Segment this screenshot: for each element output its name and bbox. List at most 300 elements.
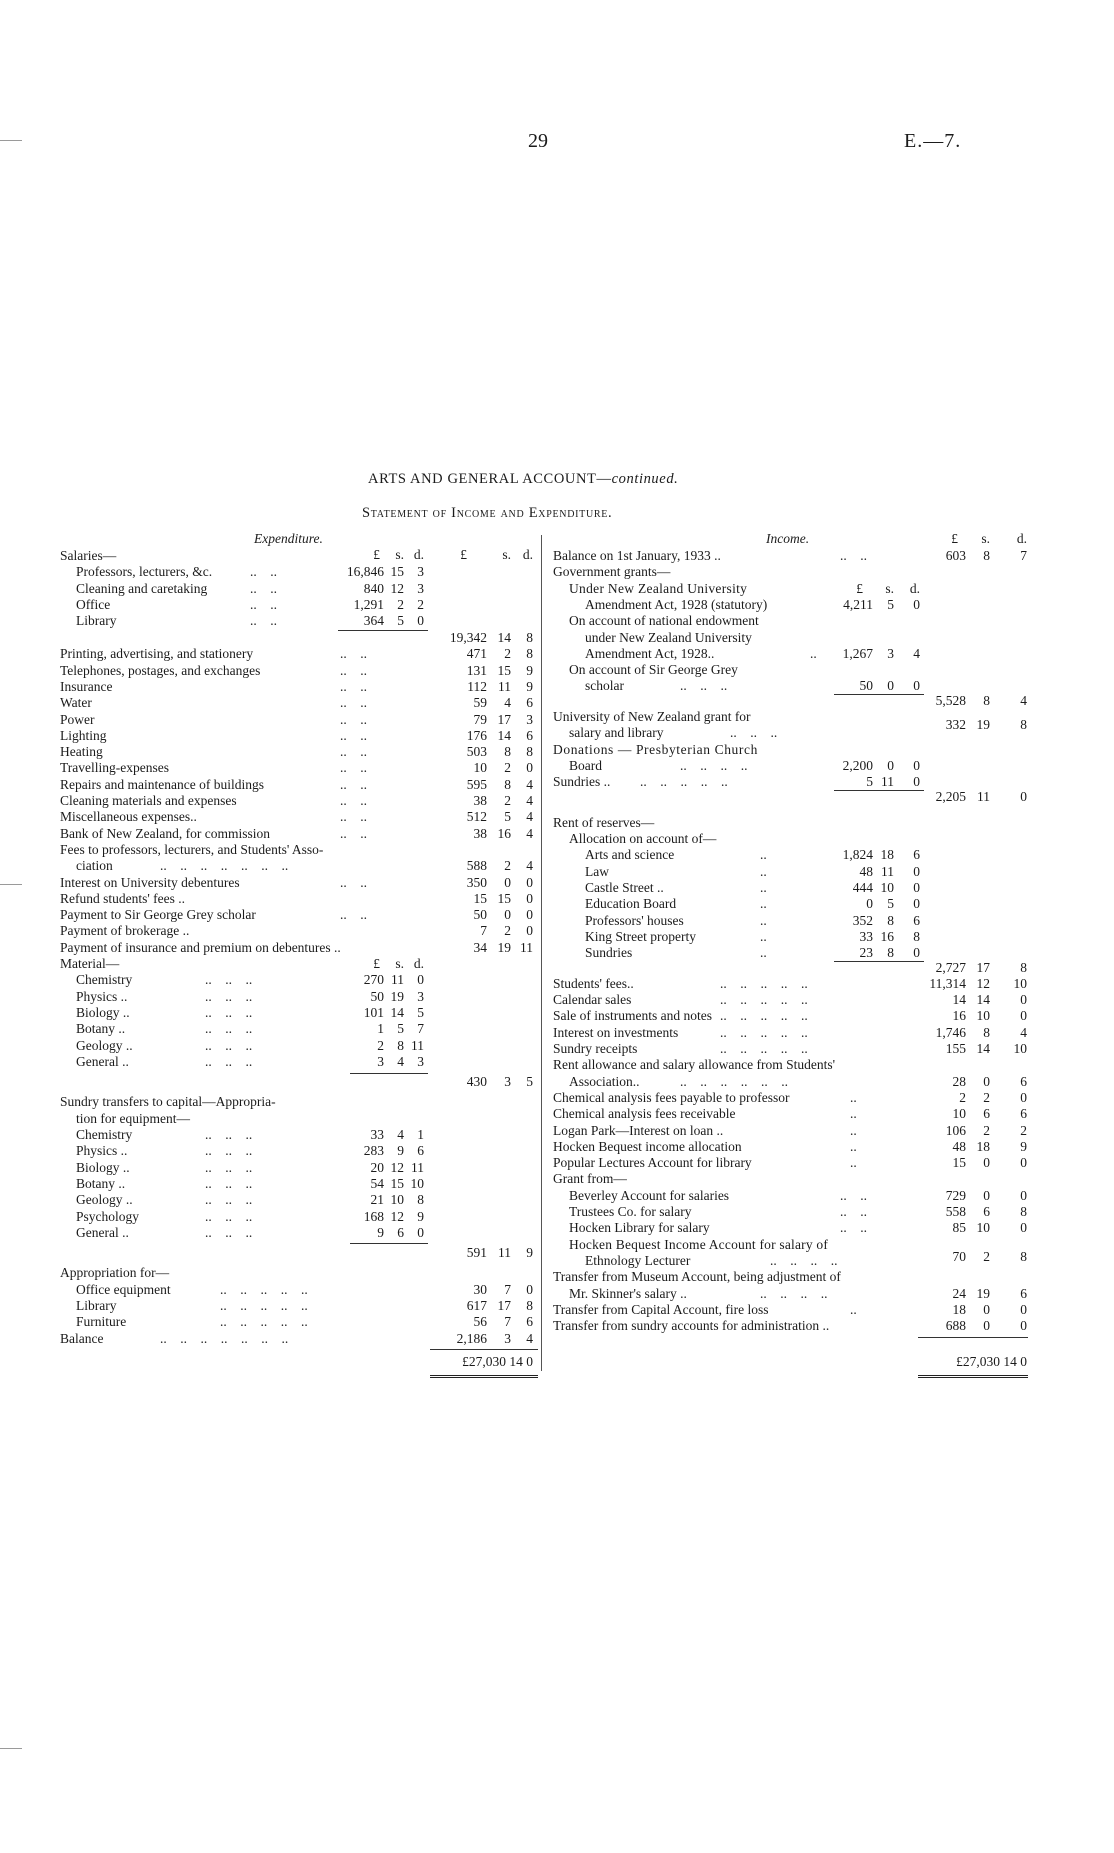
leader-dots: ..	[810, 645, 817, 661]
income-item-label: Students' fees..	[553, 975, 634, 991]
donations-sundries-shillings: 11	[881, 774, 894, 790]
salaries-total-pence: 8	[526, 629, 533, 645]
expenditure-shillings: 2	[504, 646, 511, 662]
income-pounds: 11,314	[929, 975, 966, 991]
page-number: 29	[528, 130, 548, 152]
leader-dots: .. ..	[340, 662, 367, 678]
transfers-label: Sundry transfers to capital—Appropria-	[60, 1094, 276, 1110]
leader-dots: .. .. ..	[205, 1127, 253, 1142]
rent-pence: 0	[913, 896, 920, 912]
balance-brought-pence: 7	[1020, 548, 1027, 563]
income-shillings: 0	[983, 1155, 990, 1171]
museum-pounds: 24	[952, 1285, 966, 1301]
expenditure-pounds: 38	[473, 825, 487, 841]
expenditure-item-label: Cleaning materials and expenses	[60, 793, 237, 808]
material-item-label: Botany ..	[76, 1021, 126, 1037]
fees-pence: 4	[526, 858, 533, 874]
donations-sundries-pence: 0	[913, 774, 920, 790]
grant-pence: 0	[1020, 1187, 1027, 1203]
fees-label-cont: ciation	[76, 858, 113, 874]
fees-shillings: 2	[504, 858, 511, 874]
leader-dots: .. .. ..	[205, 1004, 253, 1020]
transfer-pounds: 21	[370, 1192, 384, 1208]
expenditure-shillings: 15	[497, 662, 511, 678]
leader-dots: ..	[760, 912, 767, 928]
transfer-pence: 11	[411, 1159, 424, 1175]
grant-shillings: 6	[983, 1204, 990, 1219]
donations-total-pence: 0	[1020, 788, 1027, 804]
govt-b-pounds: 1,267	[842, 645, 873, 661]
statement-subtitle: Statement of Income and Expenditure.	[362, 505, 613, 521]
margin-mark	[0, 1748, 22, 1749]
rent-shillings: 10	[880, 880, 894, 895]
govt-c-shillings: 0	[887, 678, 894, 694]
govt-a-pence: 0	[913, 596, 920, 612]
col-header: s.	[395, 547, 404, 562]
expenditure-shillings: 11	[498, 678, 511, 694]
expenditure-item-label: Telephones, postages, and exchanges	[60, 662, 261, 678]
expenditure-pence: 0	[526, 760, 533, 776]
col-header: £	[460, 547, 467, 562]
museum-label-cont: Mr. Skinner's salary ..	[569, 1285, 687, 1301]
rent-allowance-pounds: 28	[952, 1073, 966, 1089]
expenditure-pence: 6	[526, 727, 533, 743]
income-pence: 0	[1020, 1008, 1027, 1024]
expenditure-item-label: Lighting	[60, 727, 107, 743]
margin-mark	[0, 884, 22, 885]
fees-label: Fees to professors, lecturers, and Students' Asso-	[60, 841, 324, 857]
expenditure-pence: 3	[526, 711, 533, 727]
income-grand-total: £27,030 14 0	[956, 1353, 1027, 1369]
margin-mark	[0, 140, 22, 141]
expenditure-pounds: 59	[473, 695, 487, 711]
income-pence: 6	[1020, 1106, 1027, 1122]
expenditure-item-label: Insurance	[60, 678, 113, 694]
leader-dots: .. ..	[340, 793, 367, 808]
col-header: £	[951, 531, 958, 546]
leader-dots: .. ..	[840, 1204, 867, 1219]
col-header: s.	[395, 956, 404, 971]
donations-label-cont: Board	[569, 757, 602, 773]
expenditure-shillings: 2	[504, 793, 511, 808]
govt-a-shillings: 5	[887, 596, 894, 612]
appropriation-pence: 8	[526, 1298, 533, 1313]
leader-dots: .. ..	[840, 548, 867, 563]
income-pence: 0	[1020, 992, 1027, 1008]
appropriation-shillings: 7	[504, 1281, 511, 1297]
appropriation-item-label: Library	[76, 1298, 117, 1313]
leader-dots: .. .. ..	[205, 1053, 253, 1069]
rent-item-label: Education Board	[585, 896, 677, 912]
leader-dots: .. ..	[340, 744, 367, 760]
grant-pounds: 558	[945, 1204, 966, 1219]
leader-dots: .. .. .. .. .. .. ..	[160, 1330, 289, 1346]
govt-b-label-cont: under New Zealand University	[585, 629, 752, 645]
balance-pence: 4	[526, 1330, 533, 1346]
income-shillings: 10	[976, 1008, 990, 1024]
col-header: s.	[502, 547, 511, 562]
expenditure-pence: 9	[526, 678, 533, 694]
rent-shillings: 8	[887, 945, 894, 961]
transfer-item-label: Botany ..	[76, 1175, 126, 1191]
hocken-label: Hocken Bequest Income Account for salary of	[569, 1236, 829, 1252]
leader-dots: .. ..	[840, 1187, 867, 1203]
leader-dots: .. .. ..	[205, 1037, 253, 1053]
leader-dots: .. ..	[340, 646, 367, 662]
leader-dots: ..	[760, 847, 767, 863]
appropriation-label: Appropriation for—	[60, 1265, 170, 1281]
col-header: s.	[981, 531, 990, 546]
expenditure-shillings: 4	[504, 695, 511, 711]
salary-pounds: 840	[363, 580, 384, 596]
transfer-shillings: 15	[390, 1175, 404, 1191]
total-rule	[430, 1349, 538, 1350]
salaries-label: Salaries—	[60, 548, 117, 563]
balance-brought-pounds: 603	[945, 548, 966, 563]
leader-dots: ..	[850, 1138, 857, 1154]
expenditure-item-label: Interest on University debentures	[60, 874, 240, 890]
income-pounds: 48	[952, 1138, 966, 1154]
income-shillings: 2	[983, 1122, 990, 1138]
appropriation-pence: 6	[526, 1314, 533, 1330]
rent-allowance-label: Rent allowance and salary allowance from Students'	[553, 1057, 836, 1073]
leader-dots: .. .. .. ..	[770, 1252, 838, 1268]
col-header: d.	[413, 956, 424, 971]
leader-dots: .. ..	[840, 1220, 867, 1236]
expenditure-pounds: 176	[466, 727, 487, 743]
expenditure-shillings: 17	[497, 711, 511, 727]
material-pounds: 270	[363, 972, 384, 988]
material-shillings: 4	[397, 1053, 404, 1069]
rent-allowance-shillings: 0	[983, 1073, 990, 1089]
expenditure-pence: 0	[526, 890, 533, 906]
total-rule	[918, 1337, 1028, 1338]
expenditure-pence: 6	[526, 695, 533, 711]
material-item-label: Physics ..	[76, 988, 128, 1004]
income-pence: 9	[1020, 1138, 1027, 1154]
leader-dots: .. ..	[250, 596, 277, 612]
appropriation-shillings: 17	[497, 1298, 511, 1313]
donations-board-pounds: 2,200	[842, 757, 873, 773]
material-pounds: 3	[377, 1053, 384, 1069]
income-shillings: 0	[983, 1301, 990, 1317]
material-item-label: Biology ..	[76, 1004, 130, 1020]
material-item-label: Chemistry	[76, 972, 133, 988]
leader-dots: .. .. ..	[205, 1224, 253, 1240]
appropriation-pence: 0	[526, 1281, 533, 1297]
income-pence: 2	[1020, 1122, 1027, 1138]
rent-sublabel: Allocation on account of—	[569, 831, 717, 847]
leader-dots: .. .. ..	[205, 1175, 253, 1191]
transfer-shillings: 12	[390, 1159, 404, 1175]
col-header: £	[856, 580, 863, 596]
expenditure-pence: 0	[526, 874, 533, 890]
rent-pounds: 48	[859, 863, 873, 879]
leader-dots: .. .. .. .. .. .. ..	[160, 858, 289, 874]
leader-dots: .. ..	[340, 760, 367, 776]
leader-dots: .. .. ..	[205, 1021, 253, 1037]
income-item-label: Transfer from Capital Account, fire loss	[553, 1301, 769, 1317]
material-pounds: 101	[363, 1004, 384, 1020]
income-pounds: 10	[952, 1106, 966, 1122]
material-label: Material—	[60, 956, 120, 971]
grant-item-label: Trustees Co. for salary	[569, 1204, 692, 1219]
income-pence: 0	[1020, 1089, 1027, 1105]
expenditure-pounds: 79	[473, 711, 487, 727]
income-shillings: 12	[976, 975, 990, 991]
hocken-shillings: 2	[983, 1248, 990, 1264]
salary-shillings: 2	[397, 596, 404, 612]
donations-sundries-pounds: 5	[866, 774, 873, 790]
income-pence: 0	[1020, 1301, 1027, 1317]
account-title: ARTS AND GENERAL ACCOUNT—continued.	[368, 471, 679, 487]
expenditure-item-label: Bank of New Zealand, for commission	[60, 825, 270, 841]
appropriation-item-label: Furniture	[76, 1314, 127, 1330]
transfer-pence: 0	[417, 1224, 424, 1240]
grant-item-label: Beverley Account for salaries	[569, 1187, 730, 1203]
double-rule	[430, 1375, 538, 1378]
rent-pounds: 0	[866, 896, 873, 912]
salary-pounds: 16,846	[346, 564, 384, 580]
grant-label: Grant from—	[553, 1171, 627, 1187]
hocken-label-cont: Ethnology Lecturer	[585, 1252, 691, 1268]
leader-dots: .. .. ..	[205, 1143, 253, 1159]
transfer-pounds: 168	[363, 1208, 384, 1224]
grant-pounds: 85	[952, 1220, 966, 1236]
rent-shillings: 18	[880, 847, 894, 863]
income-pence: 0	[1020, 1318, 1027, 1334]
expenditure-item-label: Power	[60, 711, 95, 727]
rent-pounds: 33	[859, 928, 873, 944]
income-pence: 10	[1013, 1041, 1027, 1056]
govt-c-pounds: 50	[859, 678, 873, 694]
salary-pence: 3	[417, 580, 424, 596]
appropriation-item-label: Office equipment	[76, 1281, 171, 1297]
leader-dots: ..	[760, 945, 767, 961]
leader-dots: .. .. ..	[205, 1159, 253, 1175]
expenditure-item-label: Payment to Sir George Grey scholar	[60, 907, 256, 923]
rent-shillings: 8	[887, 912, 894, 928]
transfers-total-pounds: 591	[466, 1245, 487, 1261]
leader-dots: ..	[850, 1122, 857, 1138]
transfer-shillings: 12	[390, 1208, 404, 1224]
unz-grant-shillings: 19	[976, 717, 990, 733]
appropriation-shillings: 7	[504, 1314, 511, 1330]
govt-b-label: On account of national endowment	[569, 613, 759, 629]
expenditure-item-label: Refund students' fees ..	[60, 890, 186, 906]
govt-b-label-cont: Amendment Act, 1928..	[585, 645, 715, 661]
leader-dots: .. ..	[340, 907, 367, 923]
leader-dots: .. ..	[250, 564, 277, 580]
expenditure-item-label: Travelling-expenses	[60, 760, 169, 776]
transfer-pounds: 283	[363, 1143, 384, 1159]
transfers-total-pence: 9	[526, 1245, 533, 1261]
rent-shillings: 11	[881, 863, 894, 879]
transfer-pence: 10	[410, 1175, 424, 1191]
expenditure-pence: 4	[526, 809, 533, 825]
transfer-pounds: 20	[370, 1159, 384, 1175]
expenditure-item-label: Payment of brokerage ..	[60, 923, 190, 939]
expenditure-pence: 0	[526, 923, 533, 939]
unz-grant-pence: 8	[1020, 717, 1027, 733]
income-pounds: 155	[945, 1041, 966, 1056]
material-shillings: 19	[390, 988, 404, 1004]
salaries-total-shillings: 14	[497, 629, 511, 645]
donations-sundries-label: Sundries ..	[553, 774, 611, 790]
grant-shillings: 10	[976, 1220, 990, 1236]
expenditure-pounds: 350	[466, 874, 487, 890]
leader-dots: .. .. ..	[680, 678, 728, 694]
subtotal-rule	[350, 1243, 428, 1244]
col-header: d.	[909, 580, 920, 596]
expenditure-pounds: 131	[466, 662, 487, 678]
rent-shillings: 5	[887, 896, 894, 912]
transfer-pence: 6	[417, 1143, 424, 1159]
leader-dots: .. .. .. .. ..	[220, 1298, 308, 1313]
leader-dots: .. .. .. .. .. ..	[680, 1073, 788, 1089]
expenditure-shillings: 19	[497, 939, 511, 955]
donations-total-pounds: 2,205	[935, 788, 966, 804]
income-item-label: Logan Park—Interest on loan ..	[553, 1122, 724, 1138]
transfer-pence: 1	[417, 1127, 424, 1142]
material-shillings: 8	[397, 1037, 404, 1053]
rent-pence: 0	[913, 945, 920, 961]
income-shillings: 14	[976, 1041, 990, 1056]
leader-dots: .. .. .. .. ..	[720, 992, 808, 1008]
income-shillings: 18	[976, 1138, 990, 1154]
material-pence: 3	[417, 1053, 424, 1069]
expenditure-shillings: 15	[497, 890, 511, 906]
salaries-total-pounds: 19,342	[449, 629, 487, 645]
fees-pounds: 588	[466, 858, 487, 874]
leader-dots: .. .. .. .. ..	[720, 1024, 808, 1040]
rent-pounds: 444	[852, 880, 873, 895]
leader-dots: .. .. ..	[205, 988, 253, 1004]
transfer-item-label: Psychology	[76, 1208, 140, 1224]
expenditure-grand-total: £27,030 14 0	[462, 1353, 533, 1369]
transfers-label-cont: tion for equipment—	[76, 1110, 190, 1126]
leader-dots: ..	[760, 863, 767, 879]
rent-pence: 6	[913, 847, 920, 863]
rent-shillings: 16	[880, 928, 894, 944]
transfers-total-shillings: 11	[498, 1245, 511, 1261]
transfer-shillings: 10	[390, 1192, 404, 1208]
leader-dots: .. .. ..	[205, 972, 253, 988]
rent-pence: 6	[913, 912, 920, 928]
material-pounds: 1	[377, 1021, 384, 1037]
income-pounds: 688	[945, 1318, 966, 1334]
expenditure-pence: 11	[520, 939, 533, 955]
transfer-shillings: 6	[397, 1224, 404, 1240]
col-header: d.	[1016, 531, 1027, 546]
hocken-pence: 8	[1020, 1248, 1027, 1264]
transfer-item-label: Chemistry	[76, 1127, 133, 1142]
rent-total-pounds: 2,727	[935, 959, 966, 975]
rent-item-label: King Street property	[585, 928, 696, 944]
expenditure-item-label: Payment of insurance and premium on debentures ..	[60, 939, 341, 955]
grant-shillings: 0	[983, 1187, 990, 1203]
rent-pounds: 1,824	[842, 847, 873, 863]
income-item-label: Sundry receipts	[553, 1041, 638, 1056]
expenditure-pence: 8	[526, 646, 533, 662]
salary-pounds: 1,291	[353, 596, 384, 612]
income-pounds: 16	[952, 1008, 966, 1024]
salary-pounds: 364	[363, 613, 384, 629]
govt-total-shillings: 8	[983, 692, 990, 708]
transfer-pounds: 54	[370, 1175, 384, 1191]
museum-label: Transfer from Museum Account, being adjustment of	[553, 1269, 841, 1285]
leader-dots: .. ..	[340, 809, 367, 825]
income-heading: Income.	[766, 531, 810, 546]
transfer-item-label: Geology ..	[76, 1192, 133, 1208]
leader-dots: .. ..	[340, 711, 367, 727]
leader-dots: .. ..	[340, 695, 367, 711]
grant-pence: 8	[1020, 1204, 1027, 1219]
leader-dots: .. ..	[340, 825, 367, 841]
material-pence: 5	[417, 1004, 424, 1020]
expenditure-shillings: 2	[504, 923, 511, 939]
leader-dots: .. .. .. ..	[680, 757, 748, 773]
leader-dots: .. ..	[340, 874, 367, 890]
leader-dots: .. .. .. .. ..	[220, 1281, 308, 1297]
expenditure-pounds: 15	[473, 890, 487, 906]
appropriation-pounds: 30	[473, 1281, 487, 1297]
col-header: s.	[885, 580, 894, 596]
govt-b-shillings: 3	[887, 645, 894, 661]
salary-item-label: Office	[76, 596, 111, 612]
material-item-label: General ..	[76, 1053, 129, 1069]
col-header: £	[373, 956, 380, 971]
donations-board-pence: 0	[913, 757, 920, 773]
transfer-pounds: 9	[377, 1224, 384, 1240]
transfer-item-label: Physics ..	[76, 1143, 128, 1159]
income-pence: 4	[1020, 1024, 1027, 1040]
rent-allowance-label-cont: Association..	[569, 1073, 640, 1089]
donations-label: Donations — Presbyterian Church	[553, 741, 758, 757]
col-header: d.	[413, 547, 424, 562]
leader-dots: ..	[850, 1089, 857, 1105]
govt-total-pence: 4	[1020, 692, 1027, 708]
leader-dots: .. .. .. .. ..	[640, 774, 728, 790]
expenditure-pounds: 512	[466, 809, 487, 825]
expenditure-shillings: 5	[504, 809, 511, 825]
govt-a-label-cont: Amendment Act, 1928 (statutory)	[585, 596, 768, 612]
expenditure-pounds: 10	[473, 760, 487, 776]
income-item-label: Hocken Bequest income allocation	[553, 1138, 742, 1154]
material-shillings: 11	[391, 972, 404, 988]
leader-dots: ..	[760, 896, 767, 912]
leader-dots: ..	[850, 1106, 857, 1122]
rent-pounds: 352	[852, 912, 873, 928]
material-pence: 11	[411, 1037, 424, 1053]
expenditure-item-label: Repairs and maintenance of buildings	[60, 776, 264, 792]
expenditure-pounds: 7	[480, 923, 487, 939]
transfer-item-label: Biology ..	[76, 1159, 130, 1175]
income-item-label: Calendar sales	[553, 992, 632, 1008]
museum-pence: 6	[1020, 1285, 1027, 1301]
income-pounds: 14	[952, 992, 966, 1008]
expenditure-pence: 4	[526, 793, 533, 808]
transfer-shillings: 4	[397, 1127, 404, 1142]
govt-grants-label: Government grants—	[553, 564, 671, 580]
rent-label: Rent of reserves—	[553, 814, 655, 830]
leader-dots: .. .. .. ..	[760, 1285, 828, 1301]
expenditure-shillings: 16	[497, 825, 511, 841]
leader-dots: .. .. ..	[205, 1208, 253, 1224]
expenditure-shillings: 8	[504, 776, 511, 792]
rent-pounds: 23	[859, 945, 873, 961]
material-shillings: 5	[397, 1021, 404, 1037]
